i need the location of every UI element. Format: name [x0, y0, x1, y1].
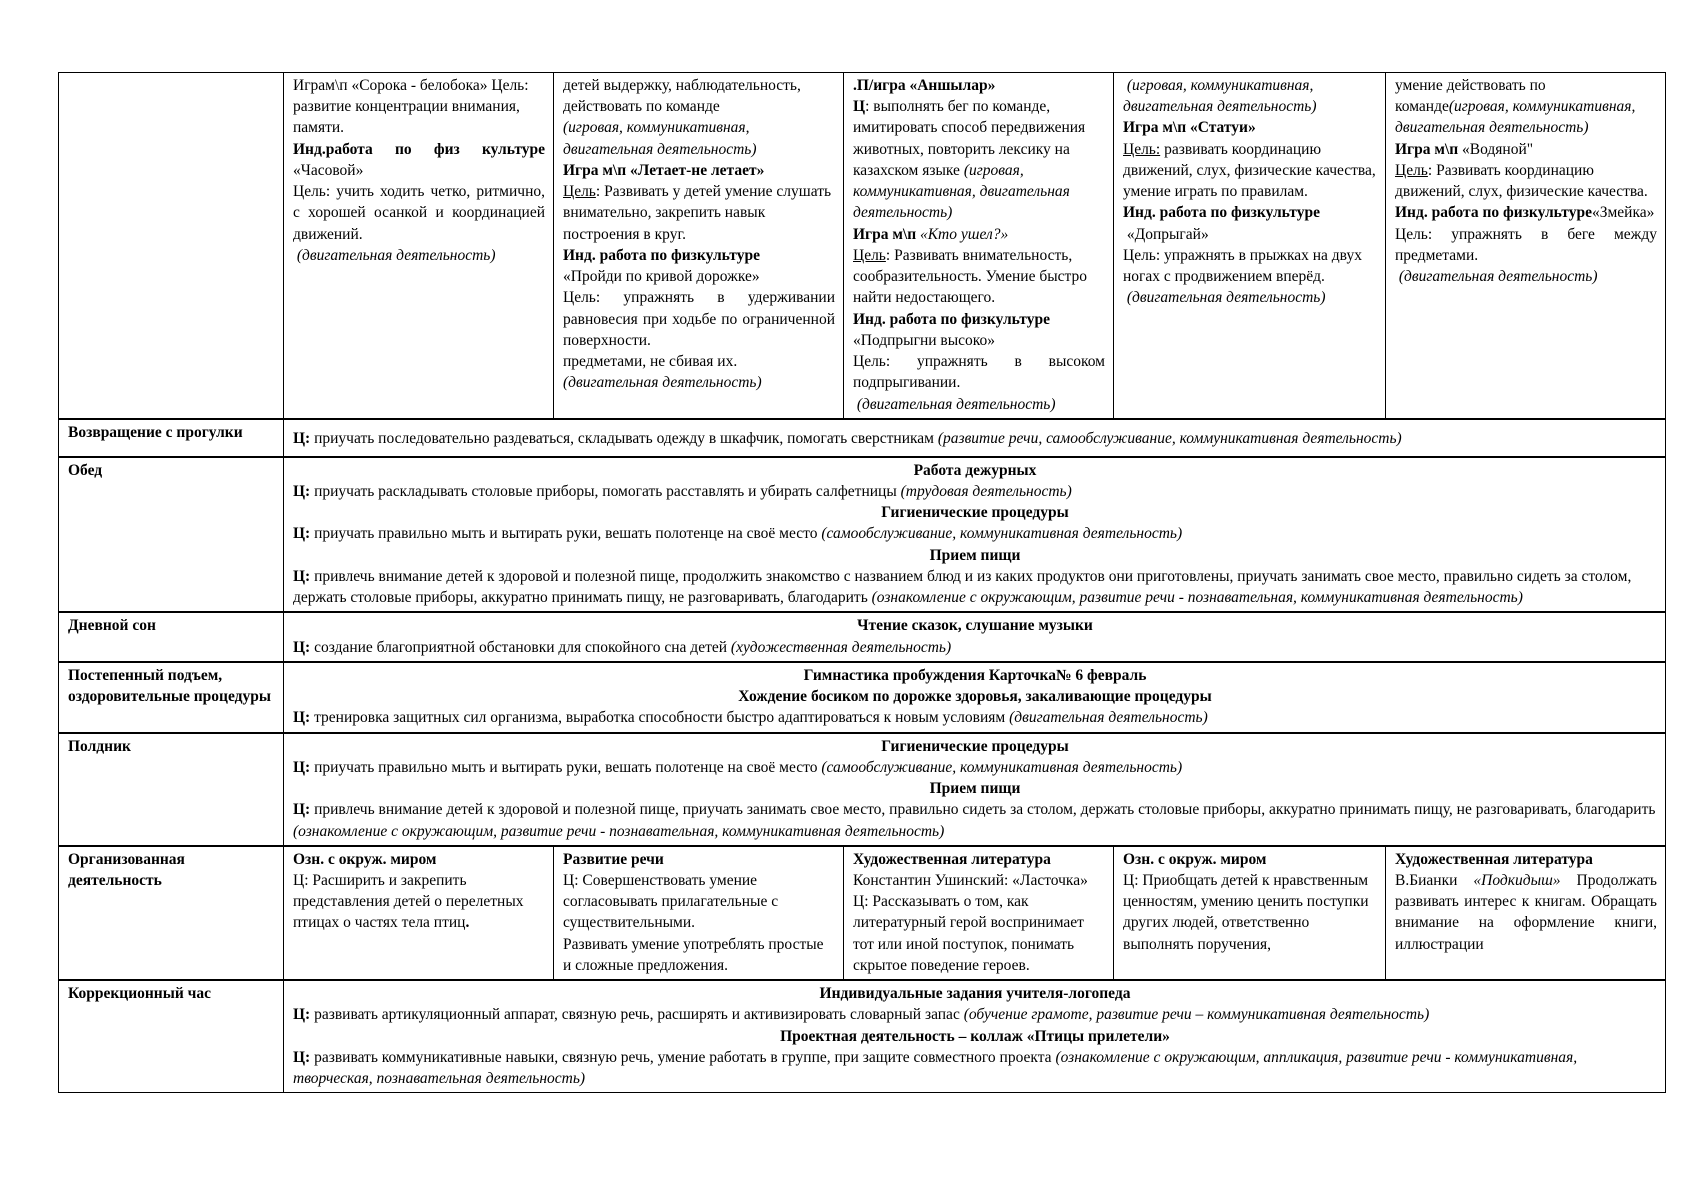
row-header-gradual-wakeup: Постепенный подъем, оздоровительные процедуры [59, 662, 284, 733]
row-header-correction-hour: Коррекционный час [59, 980, 284, 1093]
row-afternoon-snack [59, 733, 1666, 846]
row-organized-activity [59, 846, 1666, 980]
organized-activity-cell-3: Художественная литература Константин Ушинский: «Ласточка» Ц: Рассказывать о том, как литературный герой воспринимает тот или иной поступок, понимать скрытое поведение героев. [844, 846, 1114, 980]
row-header-empty [59, 73, 284, 419]
walk-activity-cell-5: умение действовать по команде(игровая, коммуникативная, двигательная деятельность) Игра м\п «Водяной" Цель: Развивать координацию движений, слух, физические качества. Инд. работа по физкультуре«Змейка» Цель: упражнять в беге между предметами. (двигательная деятельность) [1386, 73, 1666, 419]
gradual-wakeup-content: Гимнастика пробуждения Карточка№ 6 февраль Хождение босиком по дорожке здоровья, закаливающие процедуры Ц: тренировка защитных сил организма, выработка способности быстро адаптироваться к новым условиям (двигательная деятельность) [284, 662, 1666, 733]
walk-activity-cell-3: .П/игра «Аншылар» Ц: выполнять бег по команде, имитировать способ передвижения животных, повторить лексику на казахском языке (игровая, коммуникативная, двигательная деятельность) Игра м\п «Кто ушел?» Цель: Развивать внимательность, сообразительность. Умение быстро найти недостающего. Инд. работа по физкультуре «Подпрыгни высоко» Цель: упражнять в высоком подпрыгивании. (двигательная деятельность) [844, 73, 1114, 419]
organized-activity-cell-1: Озн. с окруж. миром Ц: Расширить и закрепить представления детей о перелетных птицах о частях тела птиц. [284, 846, 554, 980]
daily-plan-table [58, 72, 1666, 1093]
walk-activity-cell-4: (игровая, коммуникативная, двигательная деятельность) Игра м\п «Статуи» Цель: развивать координацию движений, слух, физические качества, умение играть по правилам. Инд. работа по физкультуре «Допрыгай» Цель: упражнять в прыжках на двух ногах с продвижением вперёд. (двигательная деятельность) [1114, 73, 1386, 419]
row-header-afternoon-snack: Полдник [59, 733, 284, 846]
row-lunch [59, 457, 1666, 613]
lunch-content: Работа дежурных Ц: приучать раскладывать столовые приборы, помогать расставлять и убирать салфетницы (трудовая деятельность) Гигиенические процедуры Ц: приучать правильно мыть и вытирать руки, вешать полотенце на своё место (самообслуживание, коммуникативная деятельность) Прием пищи Ц: привлечь внимание детей к здоровой и полезной пище, продолжить знакомство с названием блюд и из каких продуктов они приготовлены, приучать занимать свое место, правильно сидеть за столом, держать столовые приборы, аккуратно принимать пищу, не разговаривать, благодарить (ознакомление с окружающим, развитие речи - познавательная, коммуникативная деятельность) [284, 457, 1666, 613]
row-walk-activities [59, 73, 1666, 419]
return-from-walk-content: Ц: приучать последовательно раздеваться, складывать одежду в шкафчик, помогать сверстникам (развитие речи, самообслуживание, коммуникативная деятельность) [284, 419, 1666, 457]
row-correction-hour [59, 980, 1666, 1093]
day-sleep-content: Чтение сказок, слушание музыки Ц: создание благоприятной обстановки для спокойного сна детей (художественная деятельность) [284, 612, 1666, 661]
walk-activity-cell-2: детей выдержку, наблюдательность, действовать по команде (игровая, коммуникативная, двигательная деятельность) Игра м\п «Летает-не летает» Цель: Развивать у детей умение слушать внимательно, закрепить навык построения в круг. Инд. работа по физкультуре «Пройди по кривой дорожке» Цель: упражнять в удерживании равновесия при ходьбе по ограниченной поверхности. предметами, не сбивая их. (двигательная деятельность) [554, 73, 844, 419]
row-header-return-from-walk: Возвращение с прогулки [59, 419, 284, 457]
row-gradual-wakeup [59, 662, 1666, 733]
row-return-from-walk [59, 419, 1666, 457]
correction-hour-content: Индивидуальные задания учителя-логопеда Ц: развивать артикуляционный аппарат, связную речь, расширять и активизировать словарный запас (обучение грамоте, развитие речи – коммуникативная деятельность) Проектная деятельность – коллаж «Птицы прилетели» Ц: развивать коммуникативные навыки, связную речь, умение работать в группе, при защите совместного проекта (ознакомление с окружающим, аппликация, развитие речи - коммуникативная, творческая, познавательная деятельность) [284, 980, 1666, 1093]
organized-activity-cell-4: Озн. с окруж. миром Ц: Приобщать детей к нравственным ценностям, умению ценить поступки других людей, ответственно выполнять поручения, [1114, 846, 1386, 980]
row-day-sleep [59, 612, 1666, 661]
organized-activity-cell-5: Художественная литература В.Бианки «Подкидыш» Продолжать развивать интерес к книгам. Обращать внимание на оформление книги, иллюстрации [1386, 846, 1666, 980]
afternoon-snack-content: Гигиенические процедуры Ц: приучать правильно мыть и вытирать руки, вешать полотенце на своё место (самообслуживание, коммуникативная деятельность) Прием пищи Ц: привлечь внимание детей к здоровой и полезной пище, приучать занимать свое место, правильно сидеть за столом, держать столовые приборы, аккуратно принимать пищу, не разговаривать, благодарить (ознакомление с окружающим, развитие речи - познавательная, коммуникативная деятельность) [284, 733, 1666, 846]
walk-activity-cell-1: Играм\п «Сорока - белобока» Цель: развитие концентрации внимания, памяти. Инд.работа по физ культуре «Часовой» Цель: учить ходить четко, ритмично, с хорошей осанкой и координацией движений. (двигательная деятельность) [284, 73, 554, 419]
row-header-lunch: Обед [59, 457, 284, 613]
row-header-day-sleep: Дневной сон [59, 612, 284, 661]
row-header-organized-activity: Организованная деятельность [59, 846, 284, 980]
organized-activity-cell-2: Развитие речи Ц: Совершенствовать умение согласовывать прилагательные с существительными. Развивать умение употреблять простые и сложные предложения. [554, 846, 844, 980]
